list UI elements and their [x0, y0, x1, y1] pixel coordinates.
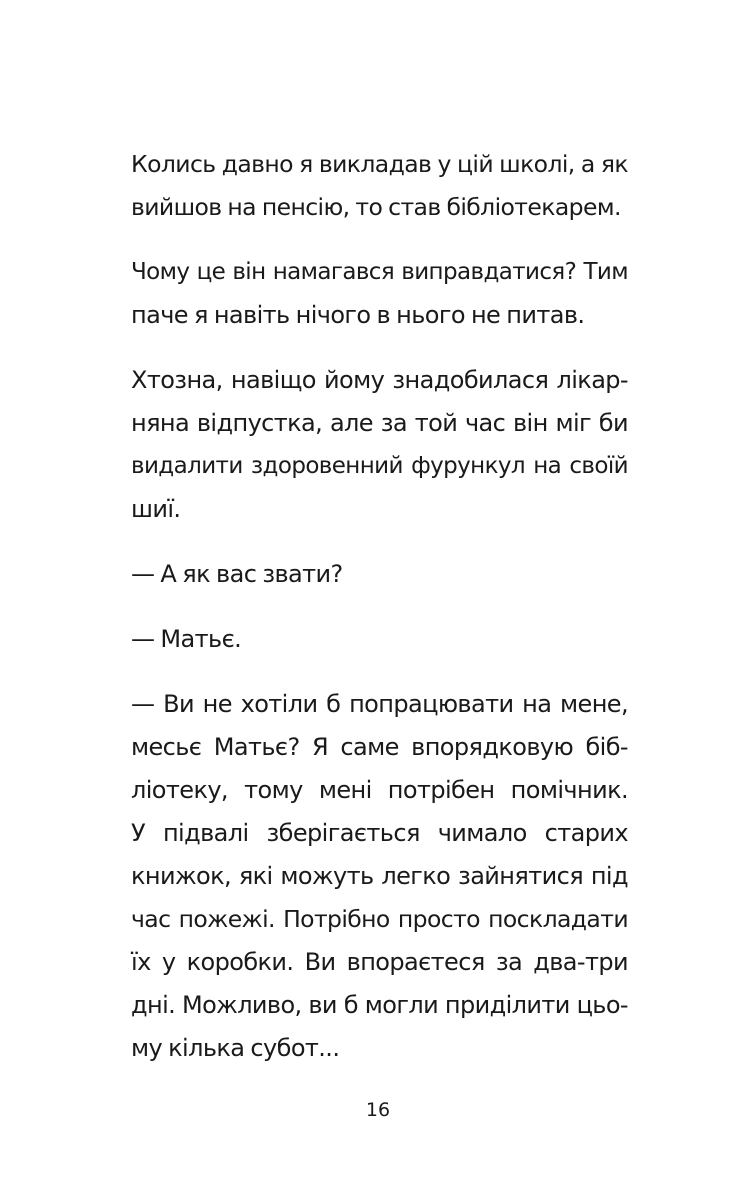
text-line: паче я навіть нічого в нього не питав. [131, 301, 585, 329]
text-line: шиї. [131, 495, 181, 523]
text-line: — Ви не хотіли б попрацювати на мене, [131, 690, 628, 718]
page-number: 16 [365, 1099, 391, 1121]
text-line: месьє Матьє? Я саме впорядковую біб- [131, 733, 628, 761]
text-line: Колись давно я викладав у цій школі, а як [131, 150, 628, 178]
text-line: їх у коробки. Ви впораєтеся за два-три [131, 948, 628, 976]
dialogue-line-answer [131, 618, 628, 661]
dialogue-paragraph-offer [131, 683, 628, 1070]
text-line: Хтозна, навіщо йому знадобилася лікар- [131, 366, 628, 394]
text-line: Чому це він намагався виправдатися? Тим [131, 259, 628, 285]
text-line: книжок, які можуть легко зайнятися під [131, 862, 628, 890]
text-line: — Матьє. [131, 625, 242, 653]
text-line: няна відпустка, але за той час він міг би [131, 409, 628, 437]
paragraph-3 [131, 359, 628, 531]
body-text [131, 143, 628, 1070]
text-line: му кілька субот... [131, 1034, 340, 1062]
text-line: час пожежі. Потрібно просто поскладати [131, 905, 628, 933]
text-line: У підвалі зберігається чимало старих [131, 819, 628, 847]
paragraph-1 [131, 143, 628, 229]
text-line: вийшов на пенсію, то став бібліотекарем. [131, 193, 621, 221]
text-line: дні. Можливо, ви б могли приділити цьо- [131, 991, 628, 1019]
paragraph-2 [131, 251, 628, 337]
text-line: видалити здоровенний фурункул на своїй [131, 453, 628, 479]
dialogue-line-question [131, 553, 628, 596]
text-line: — А як вас звати? [131, 560, 343, 588]
text-line: ліотеку, тому мені потрібен помічник. [131, 776, 628, 804]
